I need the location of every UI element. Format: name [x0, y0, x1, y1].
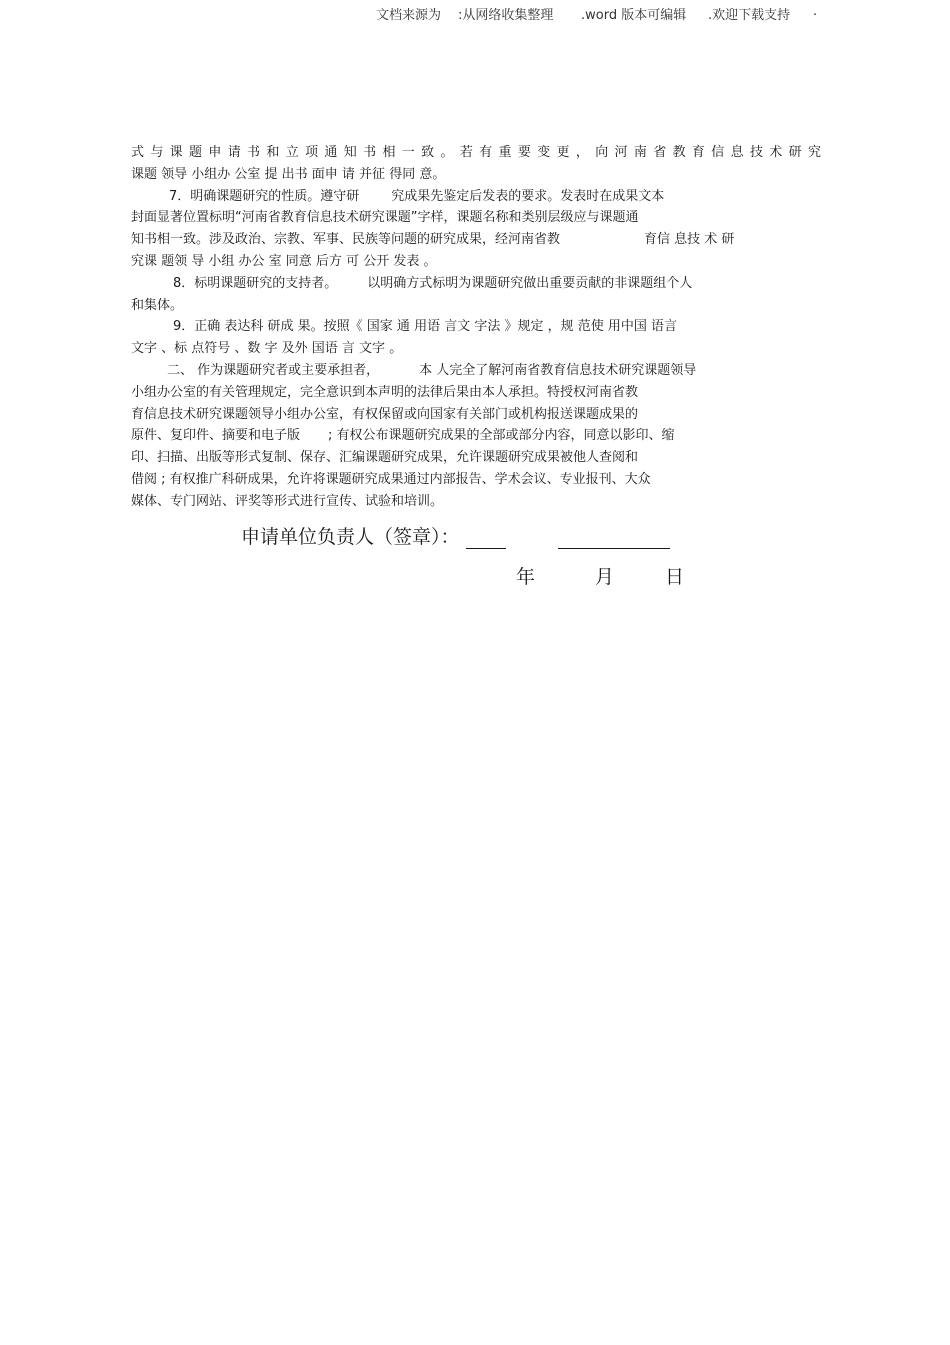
signature-blank-short — [466, 526, 506, 549]
text-line — [131, 273, 821, 295]
text-segment: 究成果先鉴定后发表的要求。发表时在成果文本 — [391, 188, 665, 204]
text-line: 式与课题申请书和立项通知书相一致。若有重要变更，向河南省教育信息技术研究 — [131, 145, 821, 160]
header-editable: .word 版本可编辑 — [581, 8, 687, 23]
text-line: 和集体。 — [131, 297, 184, 313]
header-collected: :从网络收集整理 — [458, 8, 554, 23]
page-header — [0, 4, 950, 24]
date-year: 年 — [516, 566, 536, 588]
text-line: 9．正确 表达科 研成 果。按照《 国家 通 用语 言文 字法 》规定 ，规 范使 用中国 语言 — [173, 319, 677, 335]
text-segment: 以明确方式标明为课题研究做出重要贡献的非课题组个人 — [367, 275, 693, 291]
text-line: 文字 、标 点符号 、数 字 及外 国语 言 文字 。 — [131, 341, 403, 357]
text-line: 育信息技术研究课题领导小组办公室，有权保留或向国家有关部门或机构报送课题成果的 — [131, 406, 639, 422]
header-dot: . — [813, 4, 818, 19]
text-segment: ; 有权公布课题研究成果的全部或部分内容，同意以影印、缩 — [328, 428, 675, 444]
date-day: 日 — [665, 566, 685, 588]
text-line: 课题 领导 小组办 公室 提 出书 面申 请 并征 得同 意。 — [131, 166, 446, 182]
text-line — [131, 186, 821, 208]
text-line — [131, 425, 821, 447]
text-line: 究课 题领 导 小组 办公 室 同意 后方 可 公开 发表 。 — [131, 253, 437, 269]
text-line: 借阅 ; 有权推广科研成果，允许将课题研究成果通过内部报告、学术会议、专业报刊、大众 — [131, 471, 651, 487]
text-segment: 原件、复印件、摘要和电子版 — [131, 428, 301, 444]
text-line: 小组办公室的有关管理规定，完全意识到本声明的法律后果由本人承担。特授权河南省教 — [131, 384, 639, 400]
date-month: 月 — [595, 566, 615, 588]
text-segment: 7．明确课题研究的性质。遵守研 — [169, 188, 360, 204]
header-download: .欢迎下载支持 — [708, 8, 791, 23]
text-segment: 二、 作为课题研究者或主要承担者， — [167, 362, 380, 378]
text-line: 印、扫描、出版等形式复制、保存、汇编课题研究成果，允许课题研究成果被他人查阅和 — [131, 450, 639, 466]
text-segment: 知书相一致。涉及政治、宗教、军事、民族等问题的研究成果，经河南省教 — [131, 232, 561, 248]
text-segment: 本 人完全了解河南省教育信息技术研究课题领导 — [419, 362, 697, 378]
signature-label: 申请单位负责人（签章）： — [241, 526, 460, 548]
text-segment: 8．标明课题研究的支持者。 — [173, 275, 338, 291]
signature-line — [241, 522, 670, 549]
text-line — [131, 360, 821, 382]
text-line: 媒体、专门网站、评奖等形式进行宣传、试验和培训。 — [131, 493, 444, 509]
text-segment: 育信 息技 术 研 — [644, 232, 735, 248]
declaration-body — [131, 142, 821, 513]
text-line — [131, 229, 821, 251]
signature-blank-long — [558, 526, 670, 549]
header-source: 文档来源为 — [376, 8, 442, 23]
text-line: 封面显著位置标明“河南省教育信息技术研究课题”字样，课题名称和类别层级应与课题通 — [131, 210, 639, 226]
